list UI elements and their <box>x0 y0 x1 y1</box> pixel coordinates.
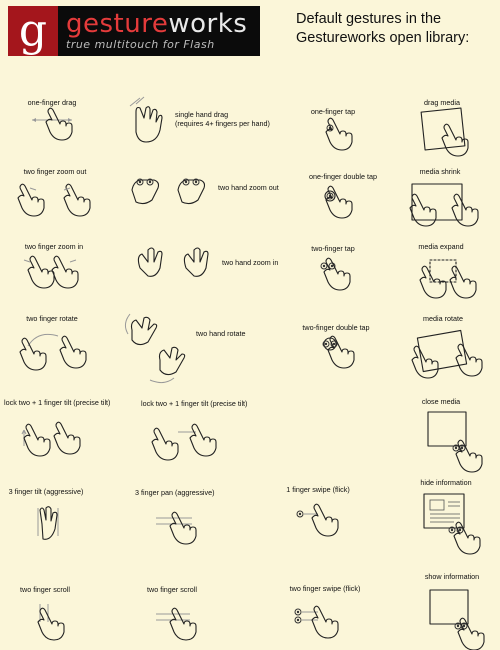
two-finger-zoom-in-icon <box>24 256 78 288</box>
lock-tilt-a-icon <box>22 422 80 456</box>
label-two-finger-rotate: two finger rotate <box>26 314 78 323</box>
label-lock-tilt-a: lock two + 1 finger tilt (precise tilt) <box>4 398 111 407</box>
label-media-shrink: media shrink <box>419 167 461 176</box>
label-one-finger-double-tap: one-finger double tap <box>309 172 377 181</box>
logo-letter: g <box>8 6 58 56</box>
label-single-hand-drag-sub: (requires 4+ fingers per hand) <box>175 119 270 128</box>
label-single-hand-drag-main: single hand drag <box>175 110 229 119</box>
label-two-hand-zoom-out: two hand zoom out <box>218 183 279 192</box>
two-hand-zoom-in-icon <box>138 248 208 276</box>
label-two-finger-swipe: two finger swipe (flick) <box>289 584 361 593</box>
label-three-finger-tilt: 3 finger tilt (aggressive) <box>8 487 84 496</box>
label-hide-information: hide information <box>420 478 472 487</box>
logo-brand-part1: gesture <box>66 9 169 39</box>
two-hand-zoom-out-icon <box>132 179 205 204</box>
two-hand-rotate-icon <box>125 314 184 383</box>
close-media-icon <box>428 412 482 472</box>
single-hand-drag-icon <box>130 97 162 142</box>
show-information-icon <box>430 590 484 650</box>
one-finger-drag-icon <box>32 108 72 140</box>
two-finger-scroll-a-icon <box>38 604 64 640</box>
label-three-finger-pan: 3 finger pan (aggressive) <box>135 488 215 497</box>
label-two-hand-zoom-in: two hand zoom in <box>222 258 279 267</box>
logo-tagline: true multitouch for Flash <box>66 38 215 51</box>
two-finger-double-tap-icon <box>323 336 354 368</box>
label-lock-tilt-b: lock two + 1 finger tilt (precise tilt) <box>141 399 248 408</box>
label-close-media: close media <box>421 397 461 406</box>
hide-information-icon <box>424 494 480 554</box>
label-two-finger-double-tap: two-finger double tap <box>302 323 370 332</box>
label-two-finger-zoom-out: two finger zoom out <box>23 167 87 176</box>
three-finger-tilt-icon <box>38 507 58 540</box>
one-finger-tap-icon <box>326 118 352 150</box>
label-media-expand: media expand <box>418 242 464 251</box>
three-finger-pan-icon <box>156 512 196 544</box>
logo-brand-part2: works <box>168 9 248 39</box>
media-expand-icon <box>420 260 476 298</box>
media-rotate-icon <box>412 330 482 378</box>
two-finger-rotate-icon <box>20 334 86 370</box>
label-two-finger-tap: two-finger tap <box>311 244 355 253</box>
label-two-finger-scroll-b: two finger scroll <box>147 585 197 594</box>
label-drag-media: drag media <box>424 98 460 107</box>
two-finger-tap-icon <box>321 258 350 290</box>
label-media-rotate: media rotate <box>423 314 463 323</box>
two-finger-zoom-out-icon <box>18 184 90 216</box>
label-two-finger-zoom-in: two finger zoom in <box>24 242 84 251</box>
one-finger-swipe-icon <box>297 504 338 536</box>
page-heading: Default gestures in the Gestureworks open library: <box>296 11 470 46</box>
label-show-information: show information <box>424 572 480 581</box>
label-one-finger-drag: one-finger drag <box>27 98 77 107</box>
media-shrink-icon <box>410 184 478 226</box>
two-finger-swipe-icon <box>295 606 338 638</box>
drag-media-icon <box>421 108 468 156</box>
label-one-finger-tap: one-finger tap <box>310 107 356 116</box>
label-two-hand-rotate: two hand rotate <box>196 329 246 338</box>
two-finger-scroll-b-icon <box>156 608 196 640</box>
lock-tilt-b-icon <box>152 424 216 460</box>
one-finger-double-tap-icon <box>325 186 352 218</box>
label-one-finger-swipe: 1 finger swipe (flick) <box>286 485 350 494</box>
label-two-finger-scroll-a: two finger scroll <box>20 585 70 594</box>
